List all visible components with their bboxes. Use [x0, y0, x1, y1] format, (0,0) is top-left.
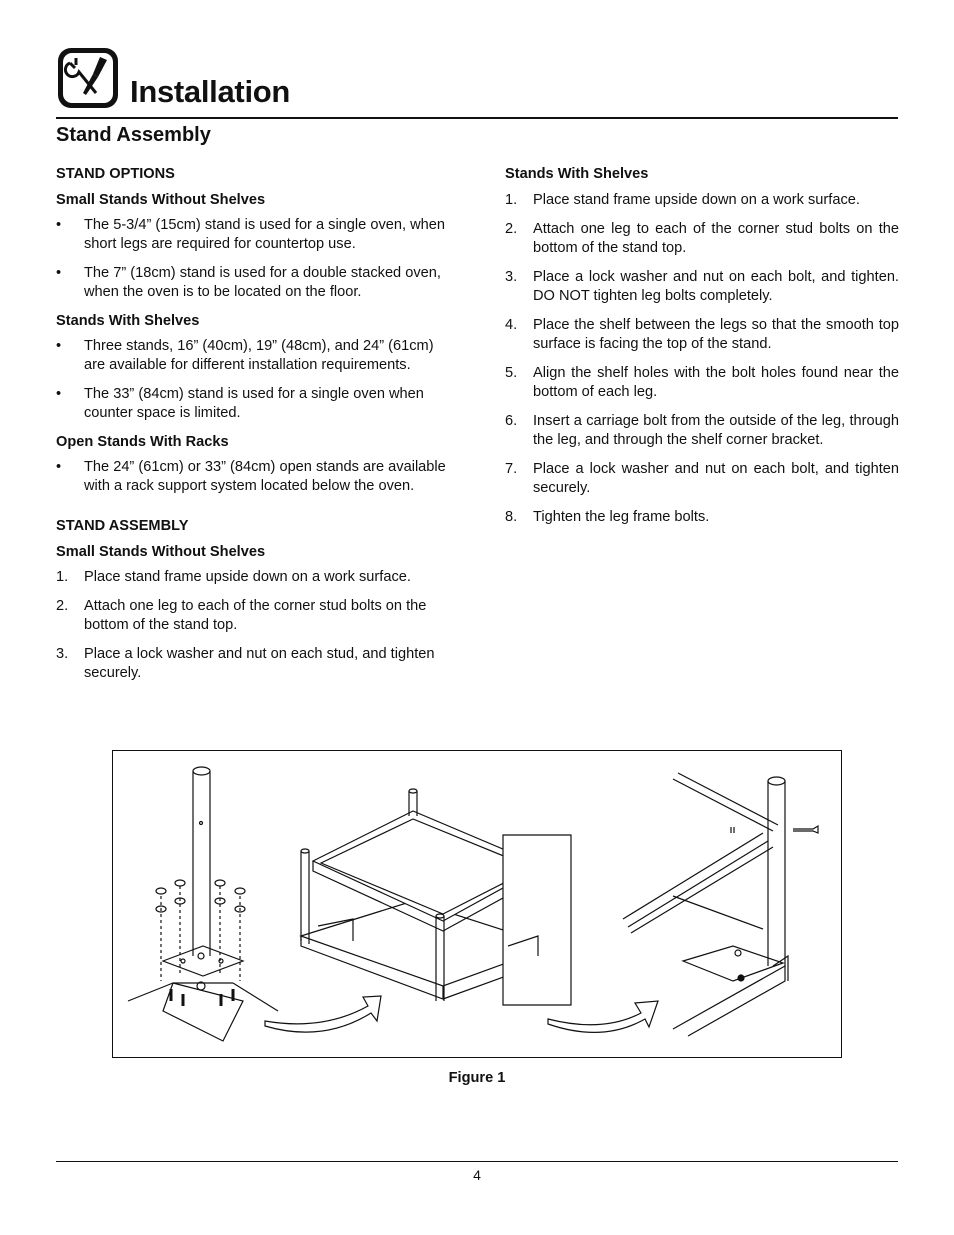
list-item: • The 5-3/4” (15cm) stand is used for a single oven, when short legs are required for countertop use. [56, 217, 445, 252]
step-number: 1. [505, 192, 518, 208]
open-stands-list [56, 458, 452, 496]
leg-bolt-detail [128, 767, 278, 1041]
list-item: • Three stands, 16” (40cm), 19” (48cm), and 24” (61cm) are available for different installation requirements. [56, 338, 434, 373]
assembly-steps-list [56, 568, 452, 683]
page-title: Installation [130, 74, 291, 109]
bullet-mark: • [56, 338, 62, 354]
shelves-stands-heading: Stands With Shelves [56, 313, 200, 329]
bullet-mark: • [56, 265, 62, 281]
right-column [505, 165, 899, 537]
footer-divider [56, 1161, 898, 1162]
arrow-shape [548, 1001, 658, 1032]
assembly-figure [112, 750, 842, 1058]
bullet-mark: • [56, 459, 62, 475]
header-divider [56, 117, 898, 119]
page-number: 4 [473, 1167, 481, 1183]
list-item: • The 33” (84cm) stand is used for a single oven when counter space is limited. [56, 386, 424, 421]
step-number: 2. [505, 221, 518, 237]
step-number: 1. [56, 569, 69, 585]
wrench-screwdriver-icon [56, 46, 120, 110]
stand-assembly-illustration [113, 751, 841, 1057]
shelf-bolt-detail [623, 773, 818, 1036]
inverted-stand [301, 789, 571, 1005]
list-item: 2. Attach one leg to each of the corner stud bolts on the bottom of the stand top. [56, 598, 427, 633]
step-number: 6. [505, 413, 518, 429]
assembly-small-stands-heading: Small Stands Without Shelves [56, 544, 266, 560]
step-number: 3. [505, 269, 518, 285]
step-number: 8. [505, 509, 518, 525]
step-number: 2. [56, 598, 69, 614]
list-item: 1. Place stand frame upside down on a work surface. [505, 192, 860, 208]
shelves-steps-list [505, 191, 899, 527]
page-header [56, 44, 898, 118]
right-shelves-heading: Stands With Shelves [505, 166, 649, 182]
list-item: • The 7” (18cm) stand is used for a double stacked oven, when the oven is to be located on the floor. [56, 265, 441, 300]
arrow-shape [265, 996, 381, 1032]
step-number: 3. [56, 646, 69, 662]
bullet-mark: • [56, 217, 62, 233]
list-item: 6. Insert a carriage bolt from the outside of the leg, through the leg, and through the shelf corner bracket. [505, 413, 899, 448]
list-item: 1. Place stand frame upside down on a work surface. [56, 569, 411, 585]
open-stands-heading: Open Stands With Racks [56, 434, 229, 450]
list-item: 4. Place the shelf between the legs so that the smooth top surface is facing the top of the stand. [505, 317, 899, 352]
step-number: 5. [505, 365, 518, 381]
section-title: Stand Assembly [56, 124, 211, 146]
stand-options-heading: STAND OPTIONS [56, 166, 175, 182]
list-item: 3. Place a lock washer and nut on each stud, and tighten securely. [56, 646, 435, 681]
list-item: 3. Place a lock washer and nut on each bolt, and tighten. DO NOT tighten leg bolts completely. [505, 269, 899, 304]
step-number: 7. [505, 461, 518, 477]
left-column [56, 165, 452, 693]
figure-caption: Figure 1 [448, 1070, 506, 1086]
small-stands-list [56, 216, 452, 302]
list-item: 8. Tighten the leg frame bolts. [505, 509, 710, 525]
bullet-mark: • [56, 386, 62, 402]
shelves-stands-list [56, 337, 452, 423]
step-number: 4. [505, 317, 518, 333]
list-item: 7. Place a lock washer and nut on each bolt, and tighten securely. [505, 461, 899, 496]
list-item: 2. Attach one leg to each of the corner stud bolts on the bottom of the stand top. [505, 221, 899, 256]
stand-assembly-heading: STAND ASSEMBLY [56, 518, 189, 534]
small-stands-heading: Small Stands Without Shelves [56, 192, 266, 208]
list-item: 5. Align the shelf holes with the bolt holes found near the bottom of each leg. [505, 365, 899, 400]
list-item: • The 24” (61cm) or 33” (84cm) open stands are available with a rack support system located below the oven. [56, 459, 446, 494]
